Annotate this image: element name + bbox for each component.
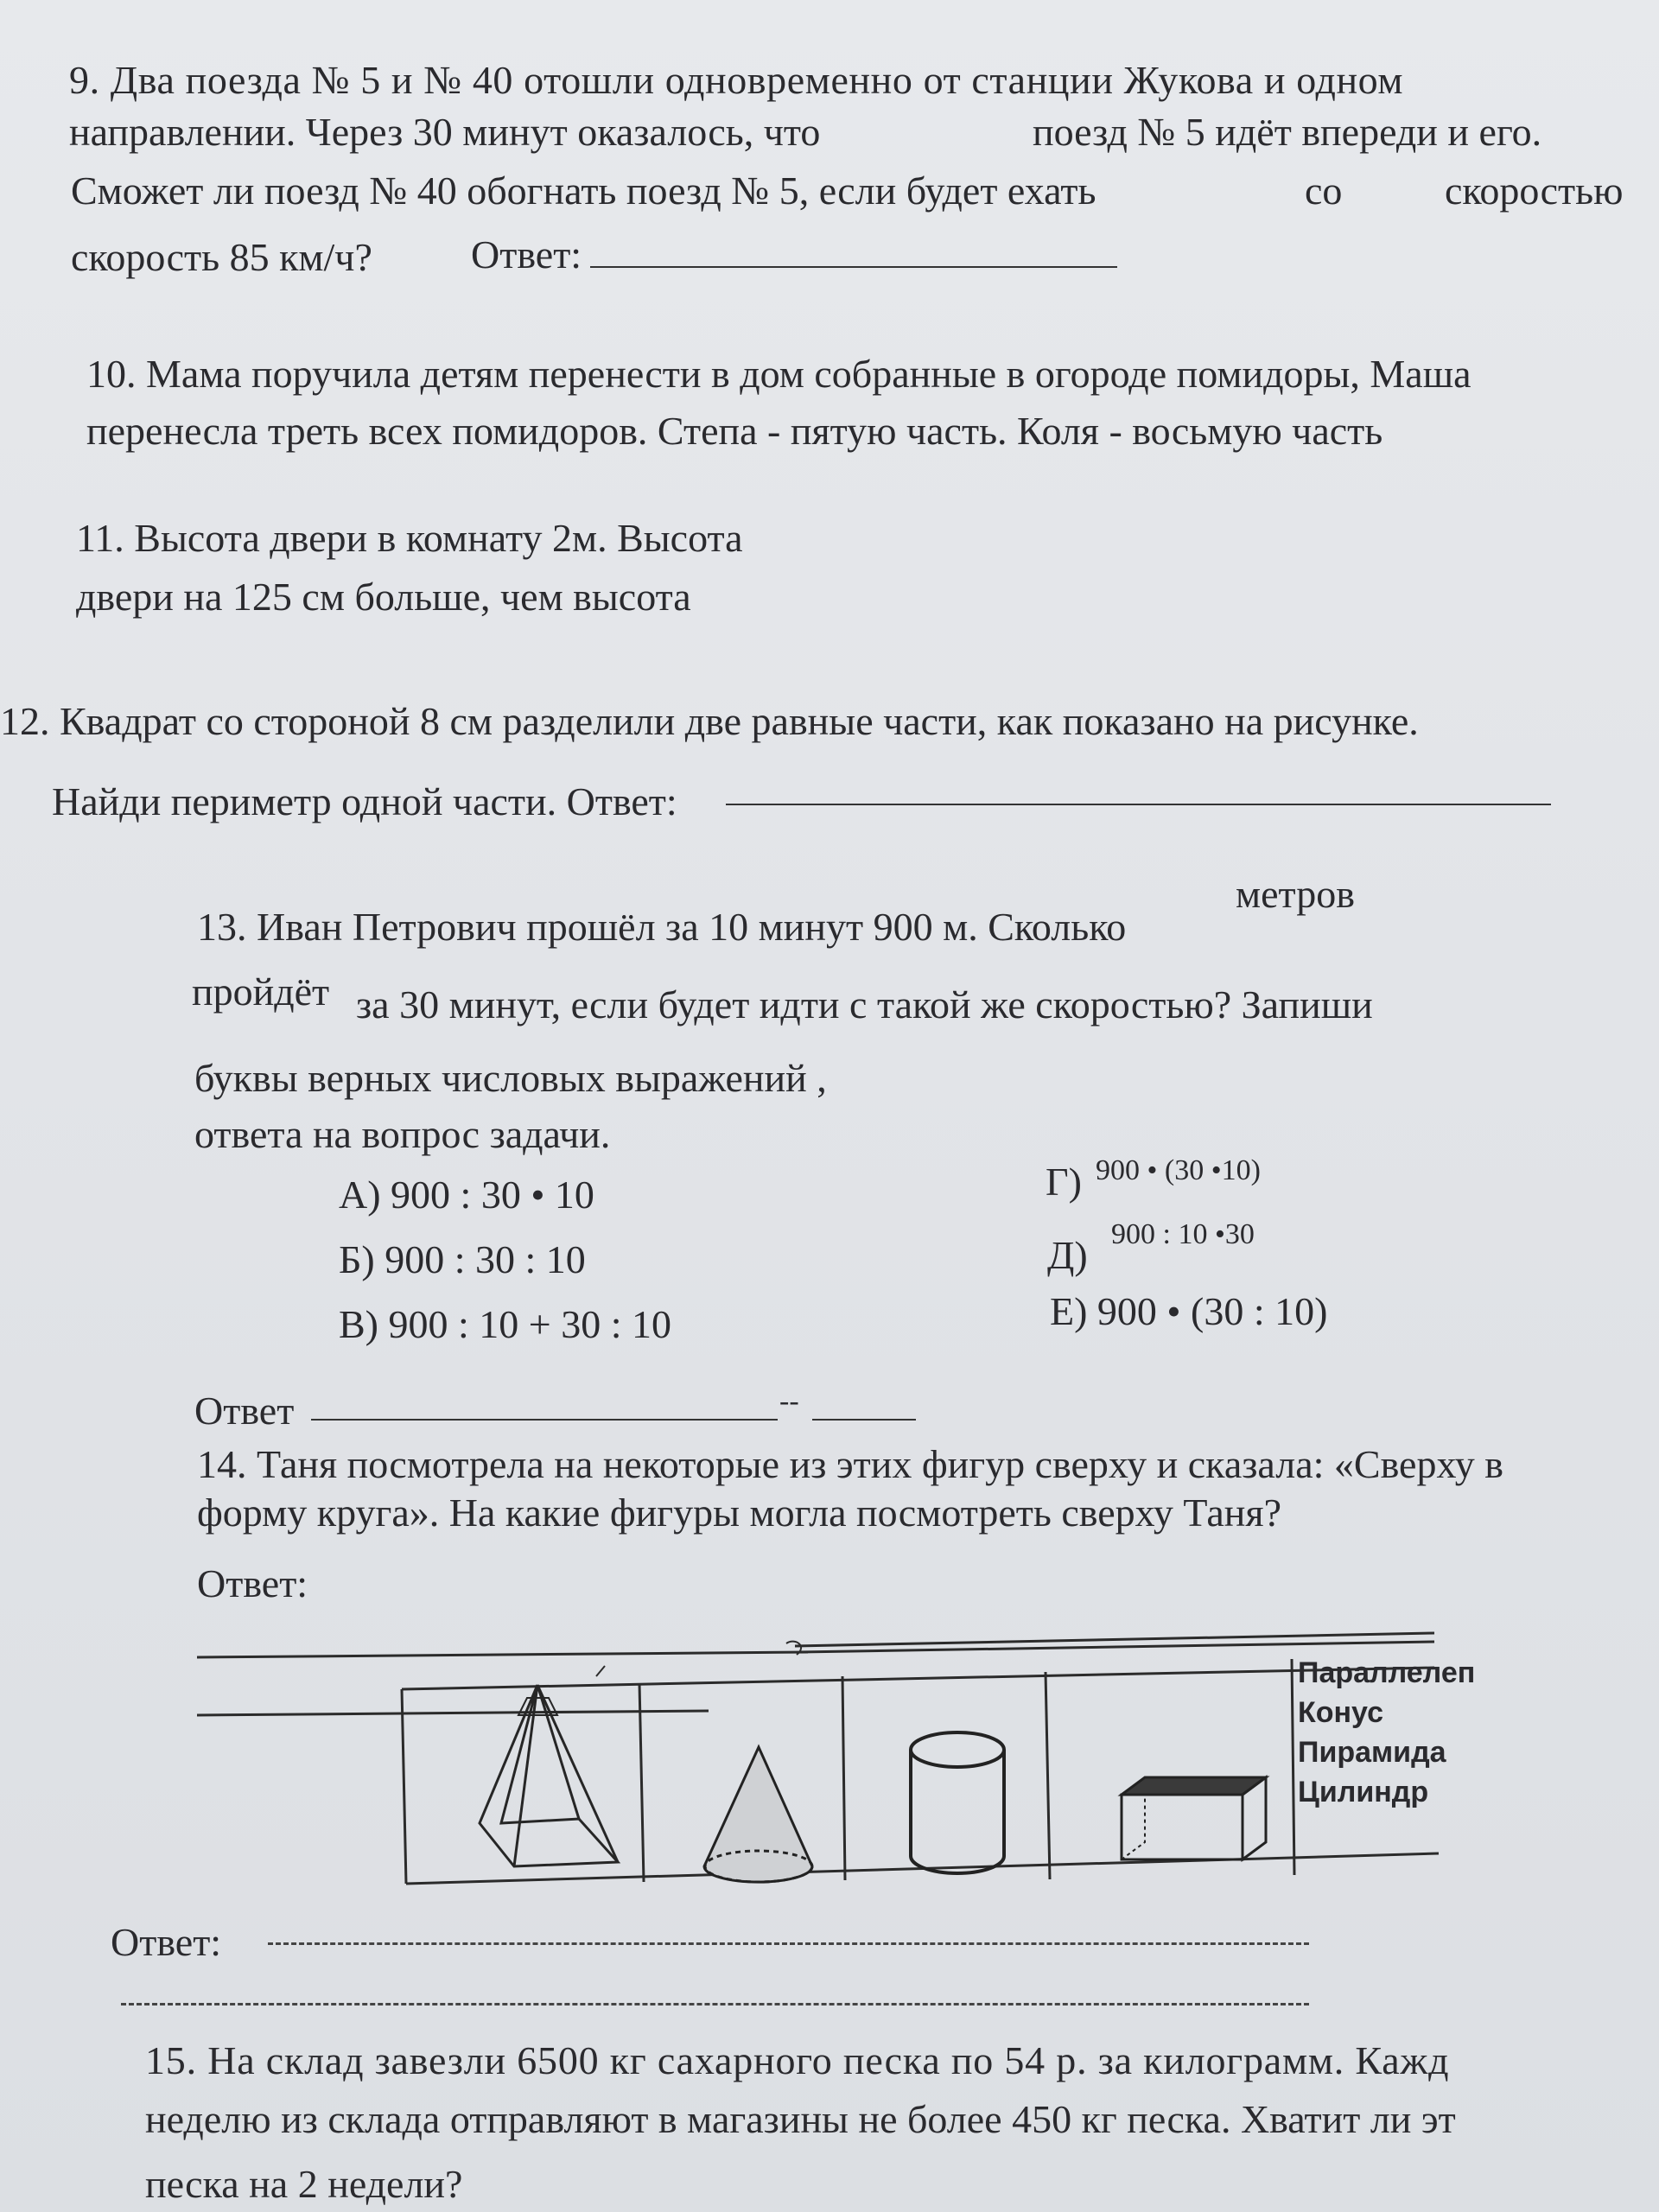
q13-option-d-letter: Д) [1047,1233,1088,1277]
q11-line1: 11. Высота двери в комнату 2м. Высота [76,516,743,560]
q14-line2: форму круга». На какие фигуры могла посмотреть сверху Таня? [197,1491,1281,1535]
q15-line3: песка на 2 недели? [145,2162,463,2206]
q13-option-g-letter: Г) [1046,1160,1082,1204]
figure-label-cone: Конус [1298,1696,1384,1729]
q9-line3c: скоростью [1445,168,1624,213]
q13-answer-sep: -- [779,1385,799,1417]
q9-answer-label: Ответ: [471,232,582,276]
q14-answer-label-bottom: Ответ: [111,1920,222,1964]
q9-line1: 9. Два поезда № 5 и № 40 отошли одновременно от станции Жукова и одном [69,58,1404,102]
q11-line2: двери на 125 см больше, чем высота [76,575,691,619]
q13-option-g-expr: 900 • (30 •10) [1096,1154,1261,1186]
q9-line2a: направлении. Через 30 минут оказалось, что [69,110,821,154]
q9-line4: скорость 85 км/ч? [71,235,372,279]
q15-line2: неделю из склада отправляют в магазины не более 450 кг песка. Хватит ли эт [145,2097,1456,2141]
figure-label-pyramid: Пирамида [1298,1736,1446,1769]
cylinder-icon [911,1732,1004,1873]
q13-option-e: Е) 900 • (30 : 10) [1050,1289,1328,1333]
q13-option-a: А) 900 : 30 • 10 [339,1173,594,1217]
q13-option-v: В) 900 : 10 + 30 : 10 [339,1302,672,1346]
q13-answer-label: Ответ [194,1389,295,1433]
q14-answer-field-1[interactable] [268,1942,1309,1945]
figure-label-parallelepiped: Параллелеп [1298,1656,1476,1689]
q10-line1: 10. Мама поручила детям перенести в дом собранные в огороде помидоры, Маша [86,352,1471,396]
q13-option-b: Б) 900 : 30 : 10 [339,1237,586,1281]
q9-line3a: Сможет ли поезд № 40 обогнать поезд № 5, если будет ехать [71,168,1096,213]
q14-answer-label-top: Ответ: [197,1561,308,1605]
q14-figure-labels [1296,1655,1476,1819]
q9-line3b: со [1305,168,1343,213]
parallelepiped-icon [1122,1777,1266,1859]
q13-line2: за 30 минут, если будет идти с такой же скоростью? Запиши [356,982,1373,1027]
q14-line1: 14. Таня посмотрела на некоторые из этих фигур сверху и сказала: «Сверху в [197,1442,1503,1486]
q10-line2: перенесла треть всех помидоров. Степа - пятую часть. Коля - восьмую часть [86,409,1383,453]
q13-option-d-expr: 900 : 10 •30 [1111,1218,1255,1250]
q13-meters: метров [1236,872,1355,916]
q13-line1: 13. Иван Петрович прошёл за 10 минут 900 м. Сколько [197,905,1127,949]
q14-answer-field-2[interactable] [121,2003,1309,2005]
q13-line3: буквы верных числовых выражений , [194,1056,827,1100]
q13-line4: ответа на вопрос задачи. [194,1112,611,1156]
q13-walks: пройдёт [192,969,330,1014]
q15-line1: 15. На склад завезли 6500 кг сахарного песка по 54 р. за килограмм. Кажд [145,2038,1450,2082]
figure-label-cylinder: Цилиндр [1298,1776,1429,1808]
cone-icon [704,1747,812,1882]
q12-line1: 12. Квадрат со стороной 8 см разделили две равные части, как показано на рисунке. [0,699,1419,743]
q12-line2: Найди периметр одной части. Ответ: [52,779,677,823]
q9-line2b: поезд № 5 идёт впереди и его. [1033,110,1542,154]
